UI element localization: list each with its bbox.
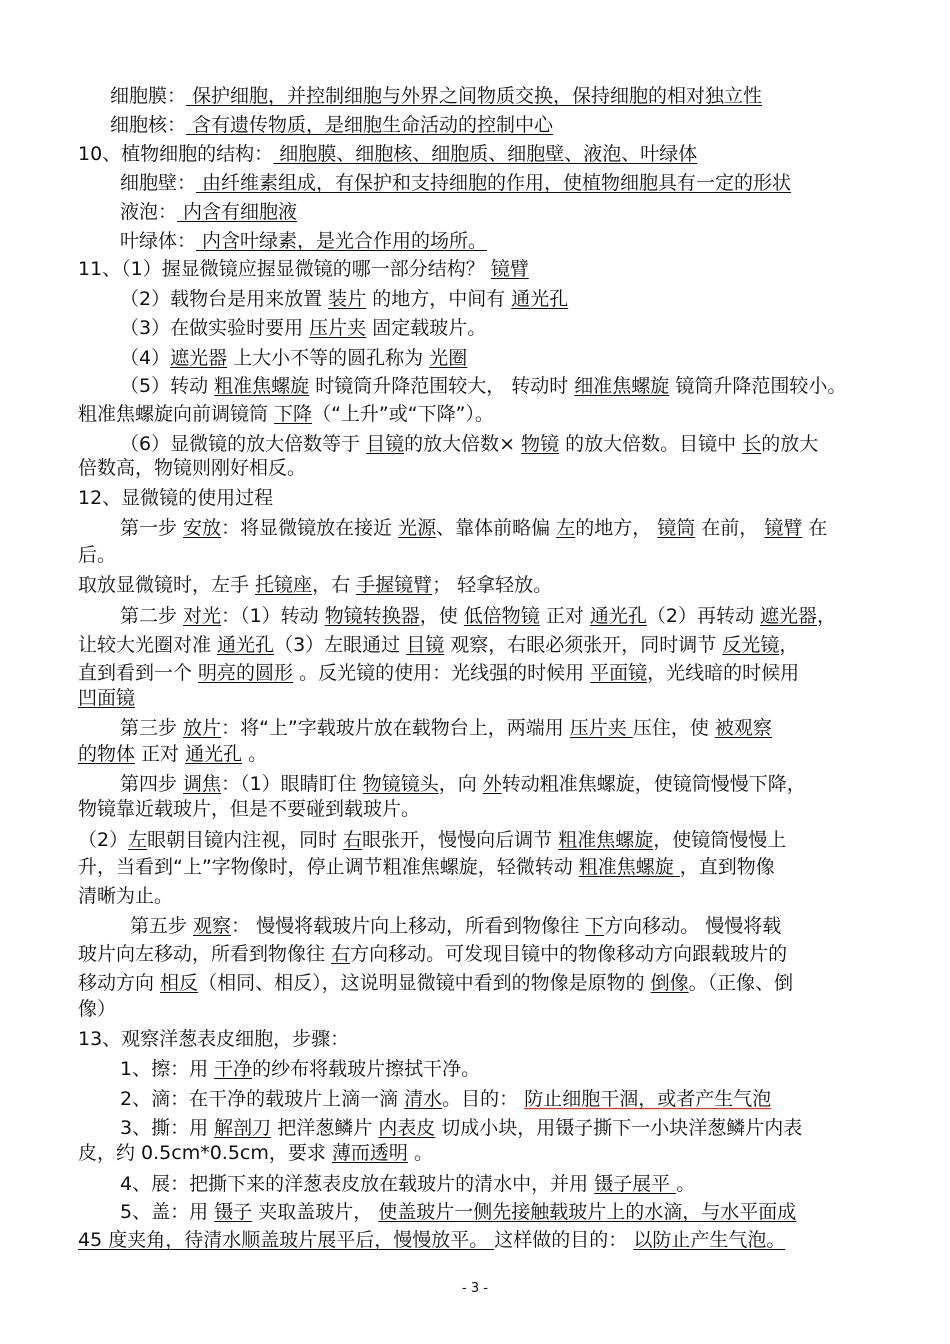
answer-blank: 放片 (183, 717, 222, 739)
answer-blank: 内表皮 (378, 1117, 436, 1139)
text-span: （5）转动 (120, 375, 215, 397)
text-line (78, 686, 135, 710)
answer-blank: 外 (482, 773, 502, 795)
text-span: 细胞膜： (110, 85, 187, 107)
text-span: ，使 (419, 605, 464, 627)
text-span: （相同、相反），这说明显微镜中看到的物像是原物的 (198, 972, 651, 994)
answer-blank: 光源 (398, 517, 437, 539)
text-span: （2） (78, 829, 129, 851)
answer-blank: 粗准焦螺旋 (214, 375, 310, 397)
text-span: 细胞壁： (120, 172, 197, 194)
text-span: （3）在做实验时要用 (120, 317, 310, 339)
answer-blank: 右 (343, 829, 363, 851)
answer-blank: 通光孔 (589, 605, 647, 627)
answer-blank: 调焦 (183, 773, 222, 795)
answer-blank: 明亮的圆形 (198, 662, 294, 684)
text-span: 12、显微镜的使用过程 (78, 487, 274, 509)
answer-blank: 以防止产生气泡。 (633, 1229, 786, 1251)
answer-blank: 目镜 (406, 634, 445, 656)
answer-blank: 镜筒 (657, 517, 696, 539)
answer-blank: 通光孔 (185, 743, 243, 765)
text-span: 方向移动。可发现目镜中的物像移动方向跟载玻片的 (350, 943, 788, 965)
text-span: ：（1）眼睛盯住 (221, 773, 363, 795)
text-span: ，右 (312, 574, 357, 596)
text-span: 的放大倍数。目镜中 (559, 433, 743, 455)
text-span: 倍数高，物镜则刚好相反。 (78, 457, 307, 479)
text-line (78, 855, 775, 879)
text-span: 。 (676, 1173, 696, 1195)
answer-blank: 解剖刀 (214, 1117, 272, 1139)
answer-blank: 被观察 (714, 717, 772, 739)
text-line (120, 200, 297, 224)
text-line (120, 171, 791, 195)
answer-blank: 粗准焦螺旋 (558, 829, 654, 851)
text-span: ，使镜筒慢慢上 (653, 829, 787, 851)
text-line (78, 633, 798, 657)
text-span: 切成小块，用镊子撕下一小块洋葱鳞片内表 (435, 1117, 803, 1139)
text-line (78, 257, 529, 281)
text-span: （6）显微镜的放大倍数等于 (120, 433, 367, 455)
text-span: ，向 (438, 773, 483, 795)
answer-blank: 保护细胞，并控制细胞与外界之间物质交换，保持细胞的相对独立性 (186, 85, 763, 107)
answer-blank: 清水 (404, 1088, 443, 1110)
text-span: 第二步 (120, 605, 184, 627)
text-span: ： 慢慢将载玻片向上移动，所看到物像往 (231, 915, 586, 937)
text-span: 10、植物细胞的结构： (78, 143, 274, 165)
text-span: 细胞核： (110, 114, 187, 136)
text-line (120, 1116, 802, 1140)
page-number: - 3 - (462, 1281, 488, 1296)
answer-blank: 对光 (183, 605, 222, 627)
answer-blank: 压片夹 (309, 317, 367, 339)
text-span: 正对 (539, 605, 590, 627)
text-span: 2、滴：在干净的载玻片上滴一滴 (120, 1088, 405, 1110)
text-line (110, 84, 762, 108)
text-span: 升，当看到“上”字物像时，停止调节粗准焦螺旋，轻微转动 (78, 856, 579, 878)
text-line (120, 1200, 796, 1224)
text-span: 1、擦：用 (120, 1058, 215, 1080)
text-line (78, 942, 787, 966)
answer-blank: 遮光器 (170, 347, 228, 369)
text-span: 。（正像、倒 (688, 972, 794, 994)
text-span: ：将“上”字载玻片放在载物台上，两端用 (221, 717, 570, 739)
text-span: 固定载玻片。 (366, 317, 487, 339)
text-line (78, 402, 494, 426)
text-span: （2）再转动 (646, 605, 761, 627)
text-line (120, 229, 487, 253)
answer-blank: 凹面镜 (78, 687, 136, 709)
answer-blank: 薄而透明 (331, 1142, 408, 1164)
text-line (120, 287, 568, 311)
answer-blank: 含有遗传物质，是细胞生命活动的控制中心 (186, 114, 554, 136)
answer-blank: 左 (128, 829, 148, 851)
text-span: （3）左眼通过 (274, 634, 407, 656)
answer-blank: 细胞膜、细胞核、细胞质、细胞壁、液泡、叶绿体 (273, 143, 698, 165)
text-span: 观察，右眼必须张开，同时调节 (444, 634, 723, 656)
text-span: ，直到物像 (679, 856, 775, 878)
text-line (78, 828, 786, 852)
text-line (120, 316, 486, 340)
text-span: 。目的： (442, 1088, 525, 1110)
text-span: 清晰为止。 (78, 885, 174, 907)
text-span: 皮，约 0.5cm*0.5cm，要求 (78, 1142, 332, 1164)
text-line (78, 486, 273, 510)
text-line (78, 997, 116, 1021)
answer-blank: 内含有细胞液 (177, 201, 298, 223)
answer-blank: 压片夹 (569, 717, 633, 739)
text-span: （2）载物台是用来放置 (120, 288, 329, 310)
text-span: 的纱布将载玻片擦拭干净。 (252, 1058, 481, 1080)
answer-blank: 物镜 (521, 433, 560, 455)
text-line (120, 604, 836, 628)
answer-blank: 反光镜 (722, 634, 780, 656)
text-span: 。反光镜的使用：光线强的时候用 (293, 662, 591, 684)
text-line (120, 374, 846, 398)
text-line (120, 346, 467, 370)
text-span: 眼张开，慢慢向后调节 (362, 829, 559, 851)
text-span: 移动方向 (78, 972, 161, 994)
text-span: 13、观察洋葱表皮细胞，步骤： (78, 1028, 350, 1050)
text-span: 的放大 (761, 433, 819, 455)
text-line (120, 432, 818, 456)
text-span: 液泡： (120, 201, 178, 223)
text-span: ， (779, 634, 799, 656)
answer-blank: 低倍物镜 (463, 605, 540, 627)
text-line (78, 456, 306, 480)
text-span: 11、（1）握显微镜应握显微镜的哪一部分结构？ (78, 258, 491, 280)
text-line (78, 1228, 785, 1252)
text-span: 镜筒升降范围较小。 (669, 375, 847, 397)
answer-blank: 粗准焦螺旋 (578, 856, 680, 878)
answer-blank: 的物体 (78, 743, 136, 765)
text-span: ， (817, 605, 837, 627)
answer-blank: 防止细胞干涸，或者产生气泡 (524, 1088, 772, 1110)
text-span: 的地方，中间有 (366, 288, 512, 310)
answer-blank: 通光孔 (511, 288, 569, 310)
text-line (120, 716, 772, 740)
text-line (120, 772, 806, 796)
text-span: 转动粗准焦螺旋，使镜筒慢慢下降， (501, 773, 806, 795)
answer-blank: 镜臂 (764, 517, 803, 539)
text-span: 把洋葱鳞片 (271, 1117, 379, 1139)
answer-blank: 右 (331, 943, 351, 965)
text-span: 在前， (695, 517, 765, 539)
answer-blank: 镜臂 (490, 258, 529, 280)
answer-blank: 镊子 (214, 1201, 253, 1223)
answer-blank: 物镜镜头 (362, 773, 439, 795)
text-span: 的放大倍数× (404, 433, 522, 455)
text-span: 后。 (78, 544, 117, 566)
text-span: 时镜筒升降范围较大， 转动时 (309, 375, 575, 397)
answer-blank: 镊子展平 (594, 1173, 677, 1195)
text-line (78, 884, 173, 908)
text-span: 取放显微镜时，左手 (78, 574, 256, 596)
text-span: 这样做的目的： (494, 1229, 634, 1251)
text-span: 眼朝目镜内注视，同时 (147, 829, 344, 851)
answer-blank: 内含叶绿素，是光合作用的场所。 (196, 230, 488, 252)
text-span: 夹取盖玻片， (252, 1201, 379, 1223)
text-span: ：（1）转动 (221, 605, 325, 627)
answer-blank: 细准焦螺旋 (574, 375, 670, 397)
text-span: （4） (120, 347, 171, 369)
answer-blank: 相反 (160, 972, 199, 994)
text-span: 、靠体前略偏 (436, 517, 557, 539)
text-span: 叶绿体： (120, 230, 197, 252)
answer-blank: 下降 (274, 403, 313, 425)
answer-blank: 平面镜 (590, 662, 648, 684)
answer-blank: 干净 (214, 1058, 253, 1080)
answer-blank: 长 (742, 433, 762, 455)
text-line (78, 142, 697, 166)
answer-blank: 物镜转换器 (324, 605, 420, 627)
text-line (78, 1027, 349, 1051)
text-span: 直到看到一个 (78, 662, 199, 684)
text-span: 方向移动。 慢慢将载 (604, 915, 782, 937)
text-span: ，光线暗的时候用 (647, 662, 800, 684)
text-span: 压住，使 (632, 717, 715, 739)
text-span: 第五步 (130, 915, 194, 937)
answer-blank: 遮光器 (760, 605, 818, 627)
text-span: 第四步 (120, 773, 184, 795)
text-line (120, 516, 827, 540)
text-span: 4、展：把撕下来的洋葱表皮放在载玻片的清水中，并用 (120, 1173, 595, 1195)
answer-blank: 装片 (328, 288, 367, 310)
text-span: 物镜靠近载玻片，但是不要碰到载玻片。 (78, 798, 421, 820)
text-span: ； 轻拿轻放。 (432, 574, 553, 596)
answer-blank: 光圈 (429, 347, 468, 369)
answer-blank: 45 度夹角，待清水顺盖玻片展平后，慢慢放平。 (78, 1229, 495, 1251)
text-span: 3、撕：用 (120, 1117, 215, 1139)
answer-blank: 左 (556, 517, 576, 539)
answer-blank: 目镜 (366, 433, 405, 455)
answer-blank: 倒像 (650, 972, 689, 994)
text-span: 第三步 (120, 717, 184, 739)
text-span: 像） (78, 998, 117, 1020)
text-span: 。 (407, 1142, 433, 1164)
text-span: 在 (802, 517, 828, 539)
text-span: 上大小不等的圆孔称为 (227, 347, 430, 369)
text-line (78, 971, 793, 995)
text-span: 。 (242, 743, 268, 765)
text-span: 正对 (135, 743, 186, 765)
text-line (78, 543, 116, 567)
text-line (78, 661, 799, 685)
answer-blank: 观察 (193, 915, 232, 937)
text-span: 粗准焦螺旋向前调镜筒 (78, 403, 275, 425)
answer-blank: 安放 (183, 517, 222, 539)
answer-blank: 托镜座 (255, 574, 313, 596)
text-line (78, 797, 420, 821)
text-span: 第一步 (120, 517, 184, 539)
answer-blank: 由纤维素组成，有保护和支持细胞的作用，使植物细胞具有一定的形状 (196, 172, 792, 194)
answer-blank: 使盖玻片一侧先接触载玻片上的水滴，与水平面成 (378, 1201, 797, 1223)
text-span: ：将显微镜放在接近 (221, 517, 399, 539)
text-line (110, 113, 553, 137)
text-line (120, 1057, 480, 1081)
text-span: 玻片向左移动，所看到物像往 (78, 943, 332, 965)
text-span: 让较大光圈对准 (78, 634, 218, 656)
text-line (78, 573, 552, 597)
text-span: 5、盖：用 (120, 1201, 215, 1223)
text-line (78, 742, 267, 766)
text-line (120, 1087, 771, 1111)
text-span: （“上升”或“下降”）。 (312, 403, 494, 425)
text-line (120, 1172, 695, 1196)
text-line (78, 1141, 433, 1165)
text-line (130, 914, 781, 938)
text-span: 的地方， (575, 517, 658, 539)
answer-blank: 通光孔 (217, 634, 275, 656)
answer-blank: 下 (585, 915, 605, 937)
answer-blank: 手握镜臂 (356, 574, 433, 596)
